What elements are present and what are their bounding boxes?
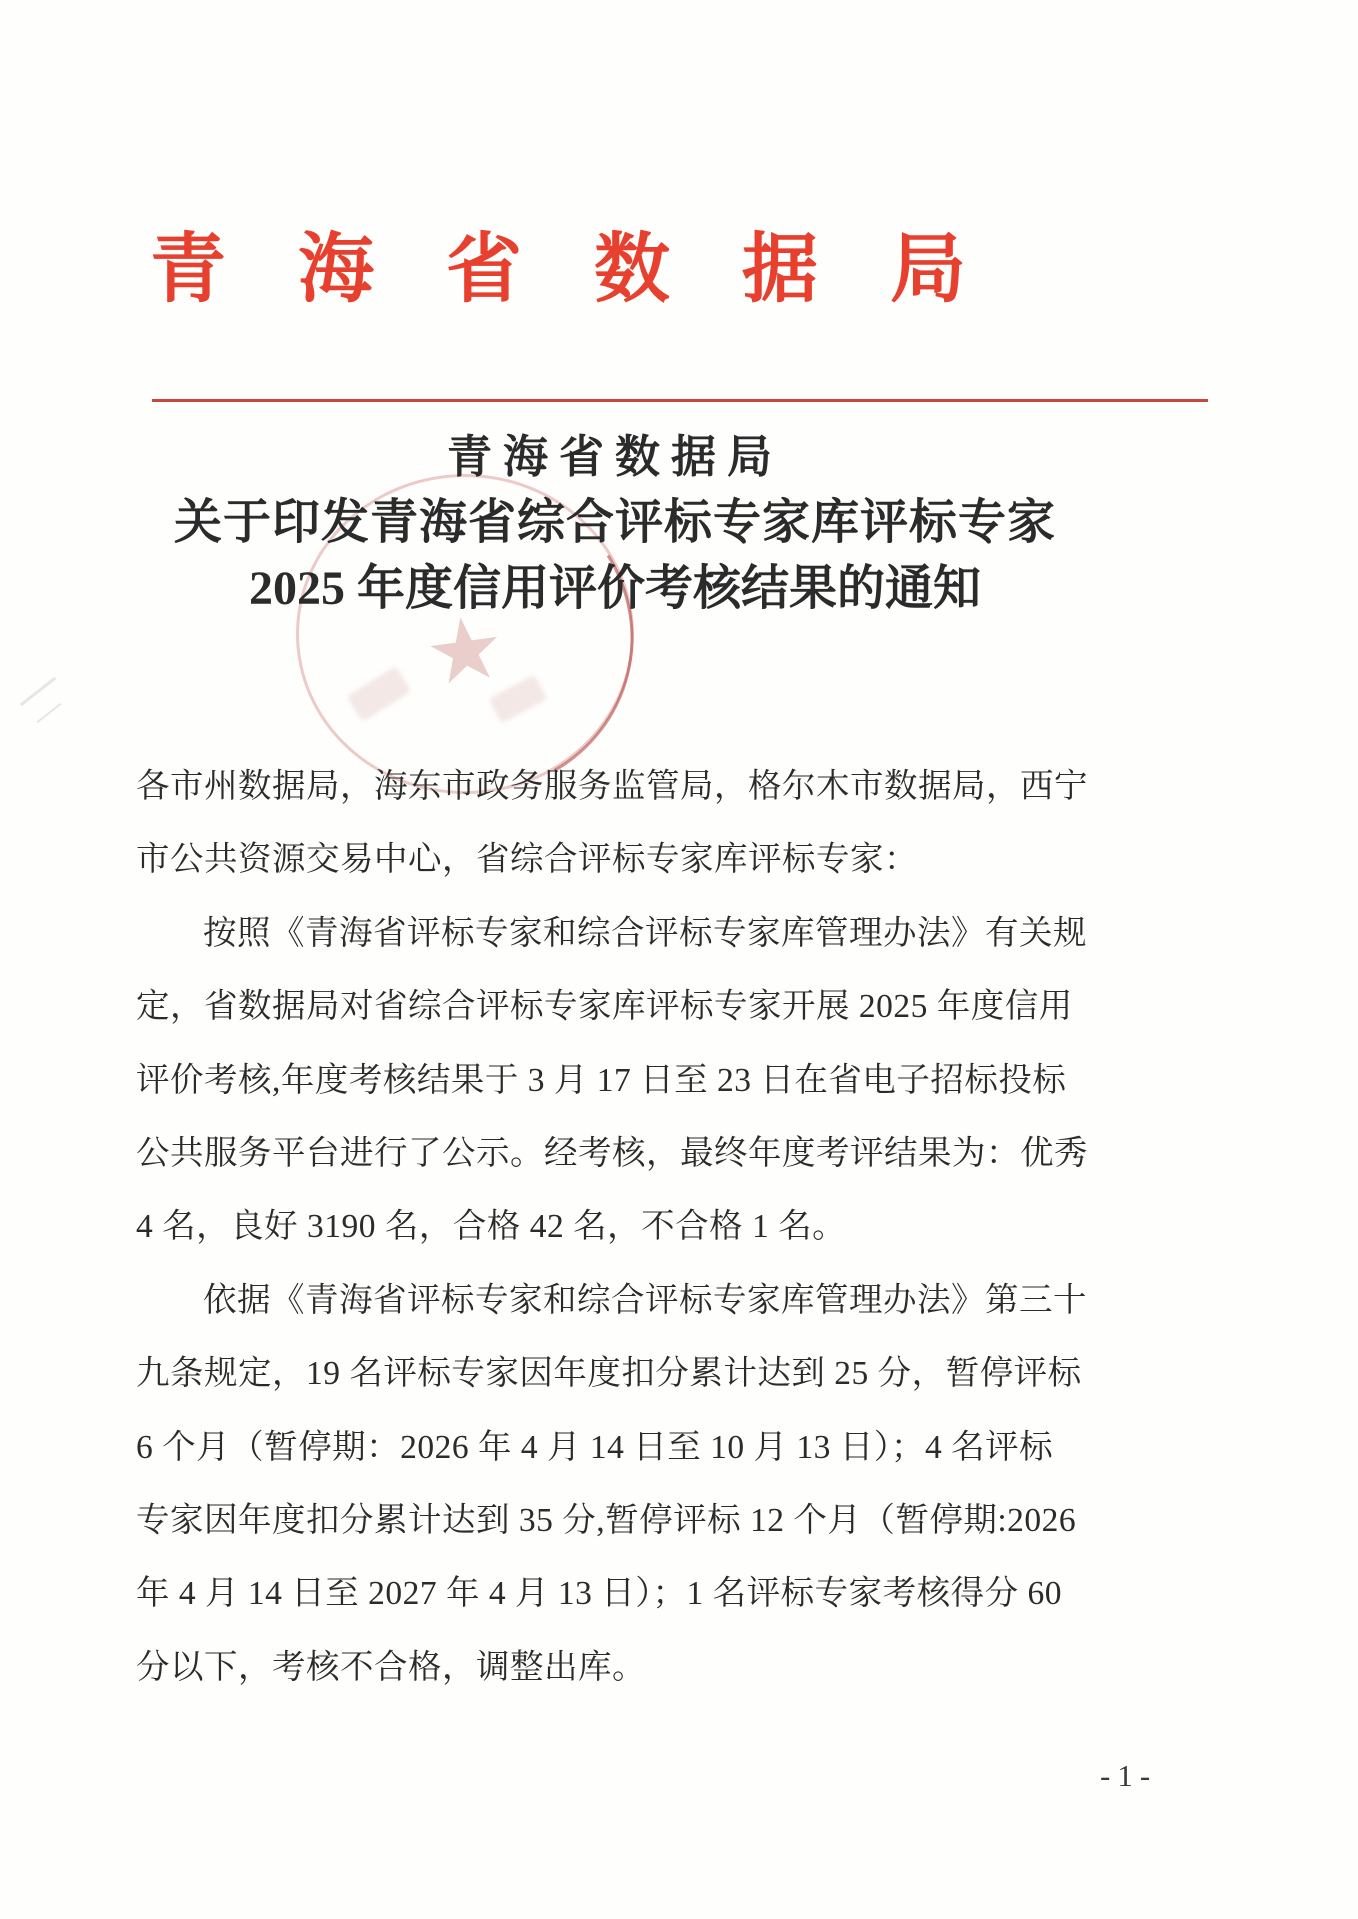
body-line: 年 4 月 14 日至 2027 年 4 月 13 日）；1 名评标专家考核得分 60 (136, 1575, 1062, 1613)
seal-smudge (489, 675, 548, 724)
body-line: 九条规定，19 名评标专家因年度扣分累计达到 25 分，暂停评标 (136, 1355, 1082, 1393)
title-subject-line-2: 2025 年度信用评价考核结果的通知 (248, 562, 981, 615)
document-title (135, 424, 1095, 622)
body-text (136, 750, 1088, 1704)
body-line: 市公共资源交易中心，省综合评标专家库评标专家： (136, 841, 918, 879)
seal-smudge (347, 666, 412, 722)
body-line: 4 名，良好 3190 名，合格 42 名，不合格 1 名。 (136, 1208, 847, 1246)
body-line: 按照《青海省评标专家和综合评标专家库管理办法》有关规 (203, 914, 1087, 952)
seal-star-icon: ★ (418, 593, 512, 707)
body-line: 定，省数据局对省综合评标专家库评标专家开展 2025 年度信用 (136, 988, 1073, 1026)
body-line: 专家因年度扣分累计达到 35 分,暂停评标 12 个月（暂停期:2026 (136, 1501, 1077, 1539)
agency-letterhead: 青海省数据局 (150, 228, 1038, 312)
page-number: -1- (1100, 1758, 1158, 1793)
body-line: 分以下，考核不合格，调整出库。 (136, 1648, 646, 1686)
title-subject-line-1: 关于印发青海省综合评标专家库评标专家 (173, 496, 1056, 549)
body-line: 依据《青海省评标专家和综合评标专家库管理办法》第三十 (203, 1281, 1087, 1319)
body-line: 各市州数据局，海东市政务服务监管局，格尔木市数据局，西宁 (136, 768, 1088, 805)
title-issuer-line: 青海省数据局 (446, 432, 783, 482)
scan-artifact (37, 703, 62, 723)
body-line: 公共服务平台进行了公示。经考核，最终年度考评结果为：优秀 (136, 1134, 1088, 1172)
body-line: 6 个月（暂停期：2026 年 4 月 14 日至 10 月 13 日）；4 名评标 (136, 1428, 1054, 1466)
body-line: 评价考核,年度考核结果于 3 月 17 日至 23 日在省电子招标投标 (136, 1061, 1067, 1099)
scan-artifact (20, 677, 57, 706)
letterhead-divider-line (152, 399, 1208, 402)
